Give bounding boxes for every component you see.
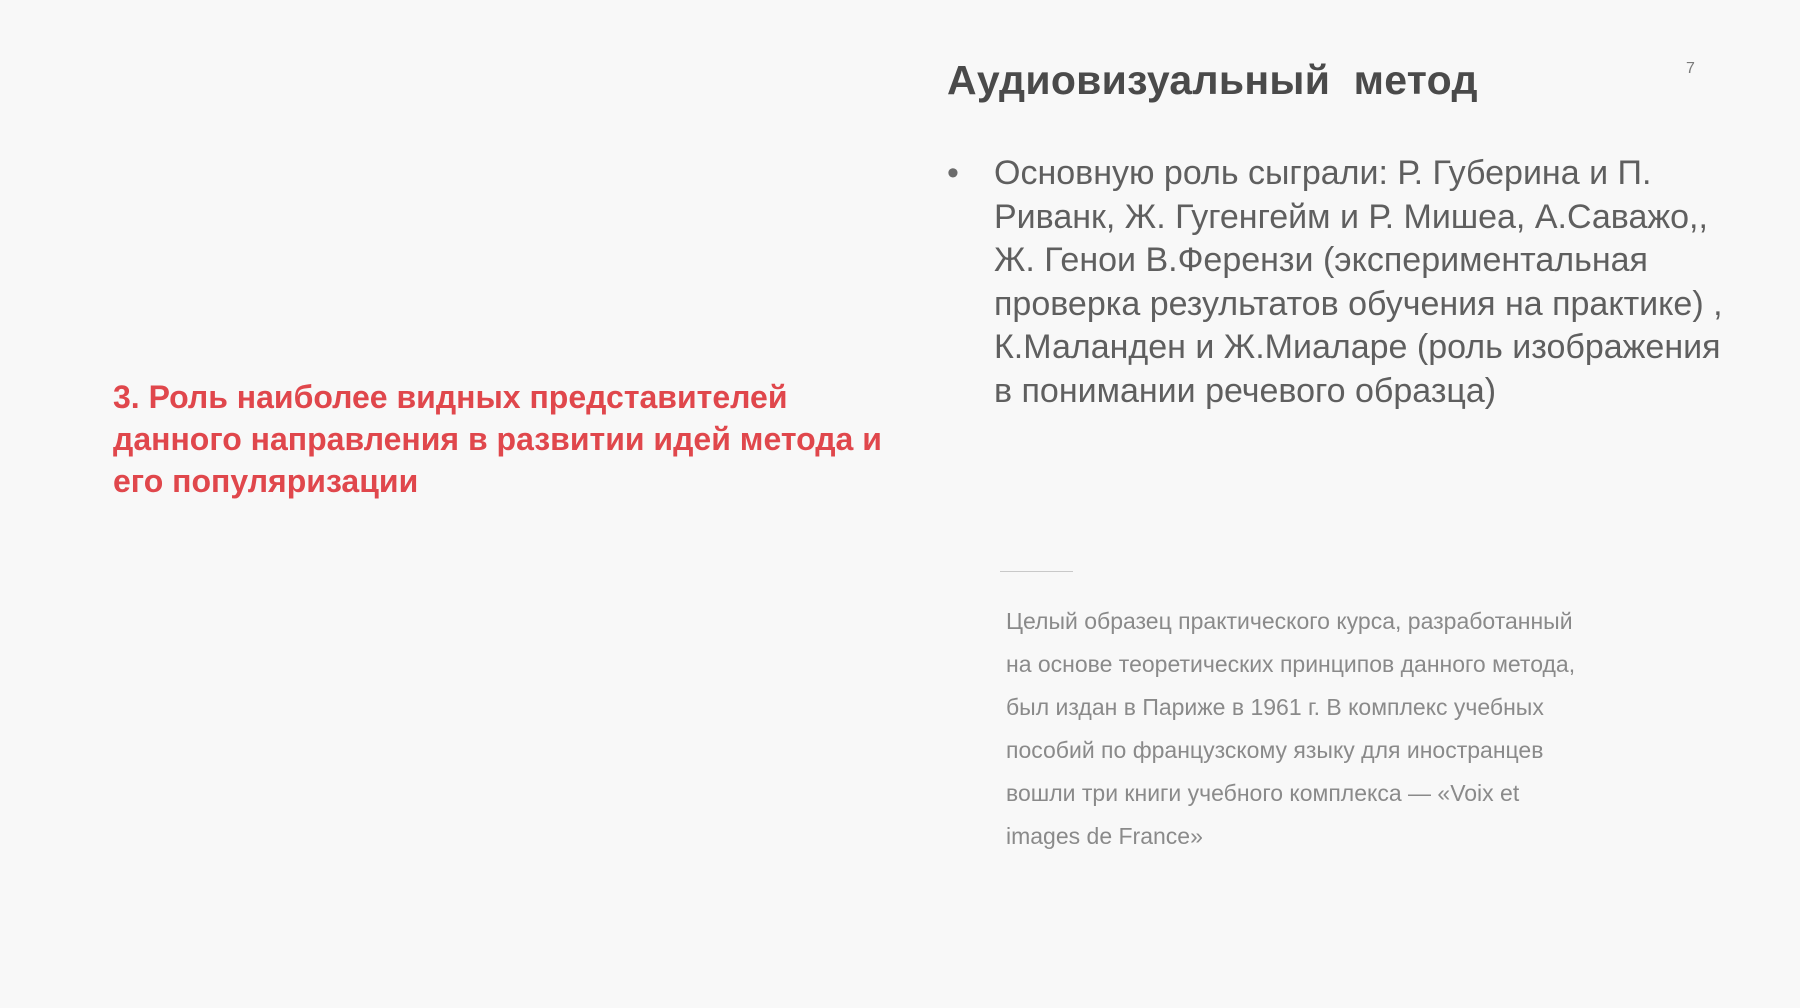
section-heading: 3. Роль наиболее видных представителей данного направления в развитии идей метода и его популяризации xyxy=(113,379,882,499)
divider xyxy=(1000,571,1073,572)
bullet-item xyxy=(947,152,1747,413)
bullet-list xyxy=(947,152,1747,413)
bullet-dot-icon: • xyxy=(947,154,959,192)
slide-title: Аудиовизуальный метод xyxy=(947,57,1478,103)
note-text: Целый образец практического курса, разработанный на основе теоретических принципов данного метода, был издан в Париже в 1961 г. В комплекс учебных пособий по французскому языку для иностранцев вошли три книги учебного комплекса — «Voix et images de France» xyxy=(1006,608,1576,849)
page-number: 7 xyxy=(1686,60,1695,77)
bullet-text: Основную роль сыграли: Р. Губерина и П. Риванк, Ж. Гугенгейм и Р. Мишеа, А.Саважо,, Ж. Генои В.Ферензи (экспериментальная проверка результатов обучения на практике) , К.Маланден и Ж.Миаларе (роль изображения в понимании речевого образца) xyxy=(994,154,1723,410)
